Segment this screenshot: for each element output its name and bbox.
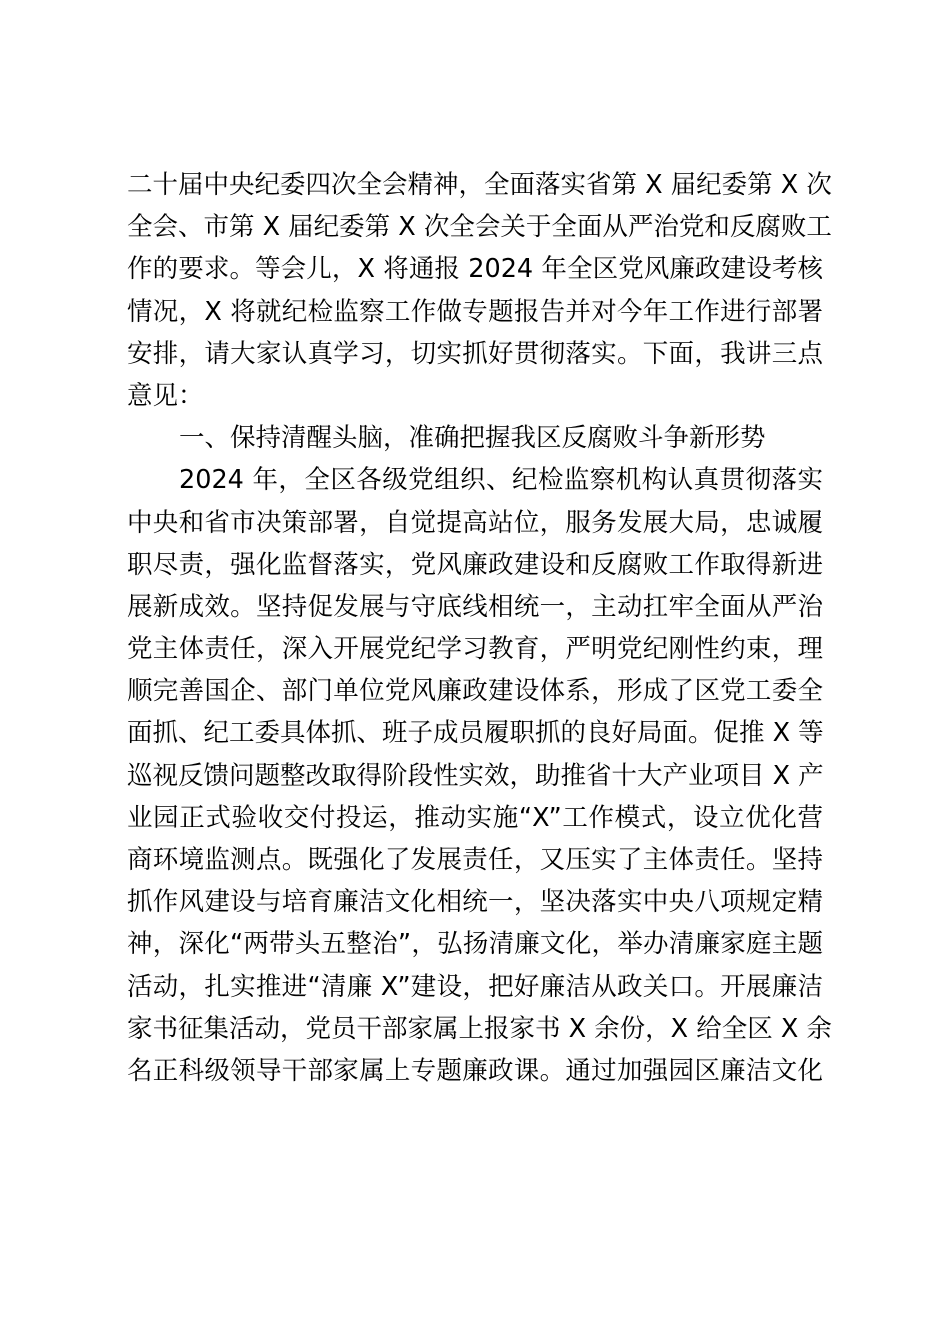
text-line-11: 展新成效。坚持促发展与守底线相统一，主动扛牢全面从严治 [127, 591, 823, 622]
text-line-22: 名正科级领导干部家属上专题廉政课。通过加强园区廉洁文化 [127, 1055, 823, 1086]
text-line-15: 巡视反馈问题整改取得阶段性实效，助推省十大产业项目 X 产 [127, 760, 824, 791]
text-line-10: 职尽责，强化监督落实，党风廉政建设和反腐败工作取得新进 [127, 549, 823, 580]
section-heading: 一、保持清醒头脑，准确把握我区反腐败斗争新形势 [179, 423, 766, 454]
text-line-9: 中央和省市决策部署，自觉提高站位，服务发展大局，忠诚履 [127, 507, 823, 538]
text-line-1: 二十届中央纪委四次全会精神，全面落实省第 X 届纪委第 X 次 [127, 170, 832, 200]
text-line-6: 意见： [127, 380, 204, 411]
text-line-20: 活动，扎实推进“清廉 X”建设，把好廉洁从政关口。开展廉洁 [127, 971, 823, 1002]
text-line-4: 情况，X 将就纪检监察工作做专题报告并对今年工作进行部署 [127, 296, 823, 327]
text-line-14: 面抓、纪工委具体抓、班子成员履职抓的良好局面。促推 X 等 [127, 718, 824, 749]
text-line-21: 家书征集活动，党员干部家属上报家书 X 余份，X 给全区 X 余 [127, 1013, 832, 1044]
text-line-2: 全会、市第 X 届纪委第 X 次全会关于全面从严治党和反腐败工 [127, 212, 832, 243]
text-line-12: 党主体责任，深入开展党纪学习教育，严明党纪刚性约束，理 [127, 634, 823, 665]
text-line-16: 业园正式验收交付投运，推动实施“X”工作模式，设立优化营 [127, 802, 823, 833]
body-text [127, 164, 832, 1092]
text-line-3: 作的要求。等会儿，X 将通报 2024 年全区党风廉政建设考核 [127, 254, 823, 285]
text-line-17: 商环境监测点。既强化了发展责任，又压实了主体责任。坚持 [127, 845, 823, 875]
paragraph-first-line: 2024 年，全区各级党组织、纪检监察机构认真贯彻落实 [179, 465, 823, 496]
text-line-18: 抓作风建设与培育廉洁文化相统一，坚决落实中央八项规定精 [127, 887, 823, 918]
text-line-19: 神，深化“两带头五整治”，弘扬清廉文化，举办清廉家庭主题 [127, 929, 823, 960]
text-line-13: 顺完善国企、部门单位党风廉政建设体系，形成了区党工委全 [127, 676, 823, 707]
text-line-5: 安排，请大家认真学习，切实抓好贯彻落实。下面，我讲三点 [127, 338, 823, 369]
